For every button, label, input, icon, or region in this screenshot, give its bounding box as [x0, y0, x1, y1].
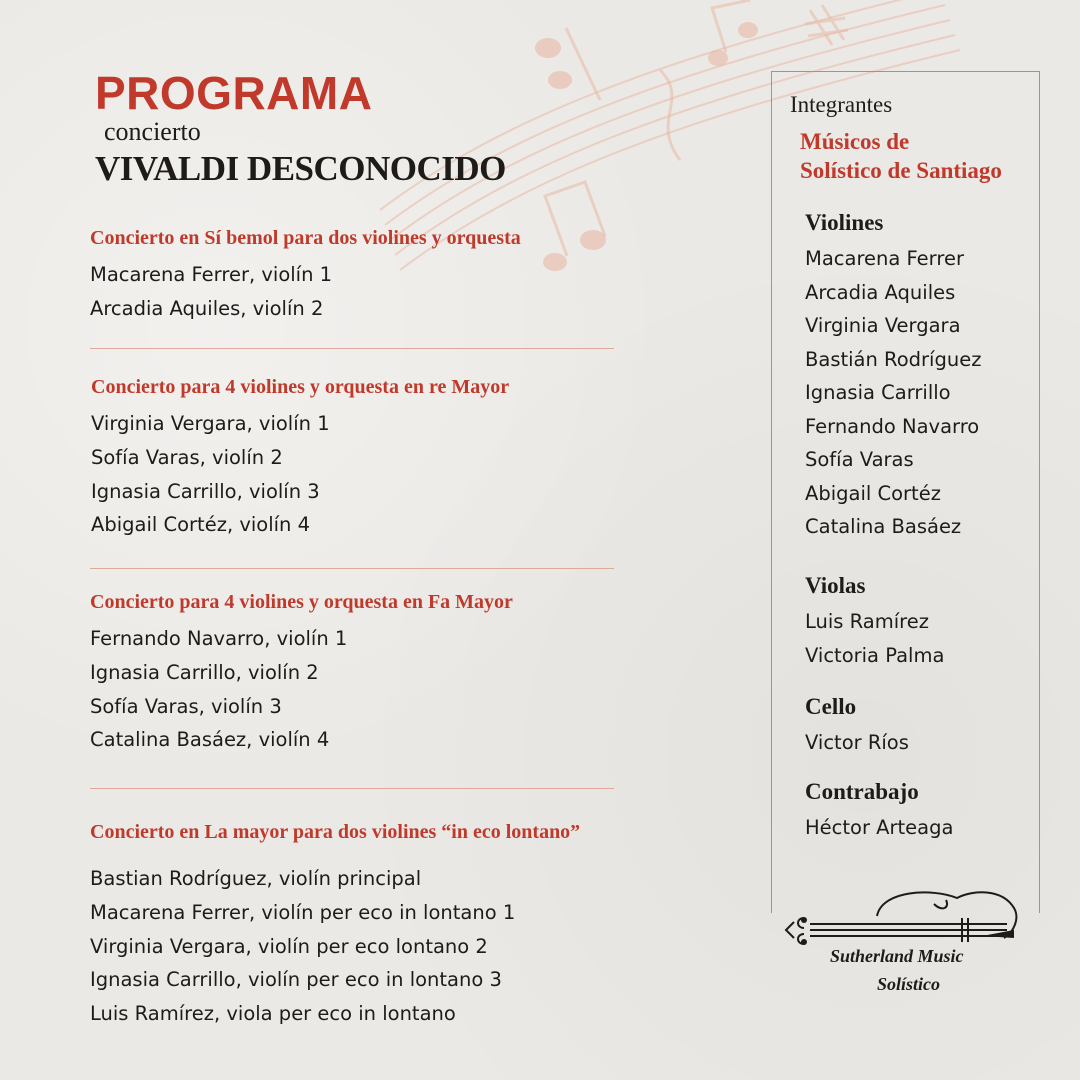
member: Victor Ríos — [805, 731, 909, 754]
member: Bastián Rodríguez — [805, 347, 982, 371]
section-contrabajo — [805, 779, 953, 845]
performer: Macarena Ferrer, violín per eco in lontano 1 — [90, 900, 516, 924]
program-piece — [90, 590, 513, 757]
member: Abigail Cortéz — [805, 481, 941, 505]
page-subtitle: concierto — [104, 117, 201, 146]
piece-title: Concierto en Sí bemol para dos violines y orquesta — [90, 227, 521, 249]
page-title: PROGRAMA — [95, 67, 373, 119]
member: Victoria Palma — [805, 643, 945, 667]
divider — [90, 348, 614, 349]
member: Catalina Basáez — [805, 515, 962, 538]
performer: Arcadia Aquiles, violín 2 — [90, 296, 324, 320]
divider — [90, 568, 614, 569]
performer: Virginia Vergara, violín per eco lontano 2 — [90, 934, 488, 958]
logo-text: Solístico — [877, 974, 941, 994]
section-violines — [805, 210, 981, 544]
performer: Sofía Varas, violín 3 — [90, 694, 282, 718]
member: Héctor Arteaga — [805, 816, 954, 839]
ensemble-name — [800, 127, 1002, 185]
piece-title: Concierto para 4 violines y orquesta en re Mayor — [91, 376, 510, 398]
performer: Ignasia Carrillo, violín 2 — [90, 660, 319, 684]
piece-title: Concierto en La mayor para dos violines “in eco lontano” — [90, 821, 581, 843]
member: Ignasia Carrillo — [805, 381, 951, 404]
performer: Fernando Navarro, violín 1 — [90, 627, 348, 650]
member: Virginia Vergara — [805, 314, 961, 337]
section-title: Cello — [805, 694, 857, 719]
performer: Macarena Ferrer, violín 1 — [90, 263, 333, 286]
ensemble-line: Solístico de Santiago — [800, 158, 1002, 183]
program-piece — [90, 226, 521, 326]
performer: Catalina Basáez, violín 4 — [90, 728, 330, 752]
program-piece — [91, 375, 509, 542]
concert-title: VIVALDI DESCONOCIDO — [95, 149, 506, 188]
performer: Luis Ramírez, viola per eco in lontano — [90, 1002, 456, 1026]
logo-text: Sutherland Music — [830, 946, 964, 966]
section-title: Violas — [805, 573, 866, 598]
program-piece — [90, 820, 580, 1031]
section-cello — [805, 694, 909, 760]
section-title: Contrabajo — [805, 779, 919, 804]
performer: Ignasia Carrillo, violín 3 — [91, 479, 320, 503]
performer: Bastian Rodríguez, violín principal — [90, 867, 422, 890]
section-title: Violines — [805, 210, 884, 235]
section-violas — [805, 573, 944, 672]
member: Macarena Ferrer — [805, 247, 964, 270]
ensemble-line: Músicos de — [800, 129, 910, 154]
piece-title: Concierto para 4 violines y orquesta en Fa Mayor — [90, 591, 513, 613]
member: Luis Ramírez — [805, 610, 929, 633]
performer: Sofía Varas, violín 2 — [91, 445, 283, 469]
performer: Ignasia Carrillo, violín per eco in lontano 3 — [90, 968, 502, 992]
member: Sofía Varas — [805, 448, 914, 471]
performer: Virginia Vergara, violín 1 — [91, 412, 330, 435]
performer: Abigail Cortéz, violín 4 — [91, 513, 311, 537]
member: Arcadia Aquiles — [805, 280, 956, 304]
divider — [90, 788, 614, 789]
brand-logo — [782, 880, 1027, 1005]
sidebar-label: Integrantes — [790, 92, 893, 117]
member: Fernando Navarro — [805, 414, 980, 438]
